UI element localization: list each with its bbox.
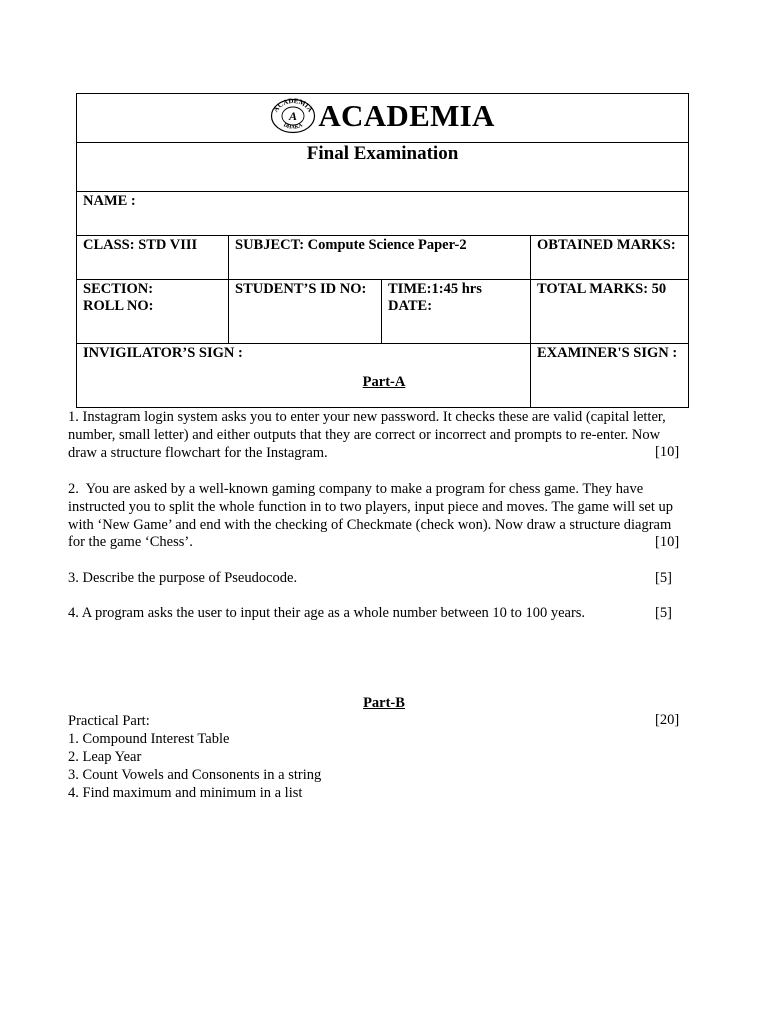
practical-list <box>68 712 688 802</box>
practical-item-2: 2. Leap Year <box>68 749 142 765</box>
subject-label: SUBJECT: Compute Science Paper-2 <box>235 237 467 253</box>
part-b-heading: Part-B <box>363 695 405 711</box>
question-2-marks: [10] <box>655 534 680 550</box>
student-id-cell <box>229 280 382 344</box>
question-3-line-1: 3. Describe the purpose of Pseudocode. <box>68 570 298 586</box>
time-date-cell <box>382 280 531 344</box>
exam-header-table <box>76 93 689 408</box>
roll-label: ROLL NO: <box>83 298 154 314</box>
question-1-line-2: number, small letter) and either outputs that they are correct or incorrect and prompts to re-enter. Now <box>68 426 661 443</box>
question-2 <box>68 481 696 552</box>
class-cell <box>77 236 229 280</box>
question-4-marks: [5] <box>655 605 672 621</box>
exam-title: Final Examination <box>306 143 459 164</box>
seal-letter: A <box>289 108 298 123</box>
question-1-line-1: 1. Instagram login system asks you to enter your new password. It checks these are valid (capital letter, <box>68 409 666 425</box>
seal-text-top: ACADEMIA <box>272 97 315 114</box>
name-field <box>77 192 689 236</box>
question-4 <box>68 605 696 623</box>
school-brand-cell <box>77 94 689 143</box>
time-label: TIME:1:45 hrs <box>388 281 482 297</box>
academia-seal-icon <box>270 98 316 134</box>
question-2-line-1: 2. You are asked by a well-known gaming company to make a program for chess game. They have <box>68 481 644 497</box>
practical-item-4: 4. Find maximum and minimum in a list <box>68 785 303 801</box>
total-marks-label: TOTAL MARKS: 50 <box>537 281 667 297</box>
total-marks-cell <box>531 280 689 344</box>
examiner-sign-label: EXAMINER'S SIGN : <box>537 345 678 361</box>
class-label: CLASS: STD VIII <box>83 237 198 253</box>
question-1 <box>68 409 696 462</box>
practical-item-3: 3. Count Vowels and Consonents in a string <box>68 767 322 783</box>
obtained-marks-cell <box>531 236 689 280</box>
school-brand <box>270 98 494 134</box>
student-id-label: STUDENT’S ID NO: <box>235 281 367 297</box>
practical-item-1: 1. Compound Interest Table <box>68 731 230 747</box>
exam-title-cell <box>77 143 689 192</box>
school-name: ACADEMIA <box>318 98 495 133</box>
question-3-marks: [5] <box>655 570 672 586</box>
part-a-heading: Part-A <box>362 374 406 390</box>
seal-text-bottom: DHAKA <box>282 121 305 131</box>
subject-cell <box>229 236 531 280</box>
svg-text:DHAKA <box>283 122 304 130</box>
question-2-line-3: with ‘New Game’ and end with the checking of Checkmate (check won). Now draw a structure diagram <box>68 516 672 533</box>
question-1-marks: [10] <box>655 444 680 460</box>
invigilator-sign-label: INVIGILATOR’S SIGN : <box>83 345 243 361</box>
date-label: DATE: <box>388 298 433 314</box>
question-4-line-1: 4. A program asks the user to input their age as a whole number between 10 to 100 years. <box>68 605 586 621</box>
section-label: SECTION: <box>83 281 154 297</box>
name-label: NAME : <box>83 193 136 209</box>
question-2-line-2: instructed you to split the whole function in to two players, input piece and moves. The game will set up <box>68 498 673 515</box>
question-2-line-4: for the game ‘Chess’. <box>68 534 193 551</box>
section-roll-cell <box>77 280 229 344</box>
question-3 <box>68 570 696 588</box>
practical-marks: [20] <box>655 712 680 728</box>
practical-intro: Practical Part: <box>68 713 150 729</box>
obtained-marks-label: OBTAINED MARKS: <box>537 237 676 253</box>
question-1-line-3: draw a structure flowchart for the Instagram. <box>68 444 328 461</box>
